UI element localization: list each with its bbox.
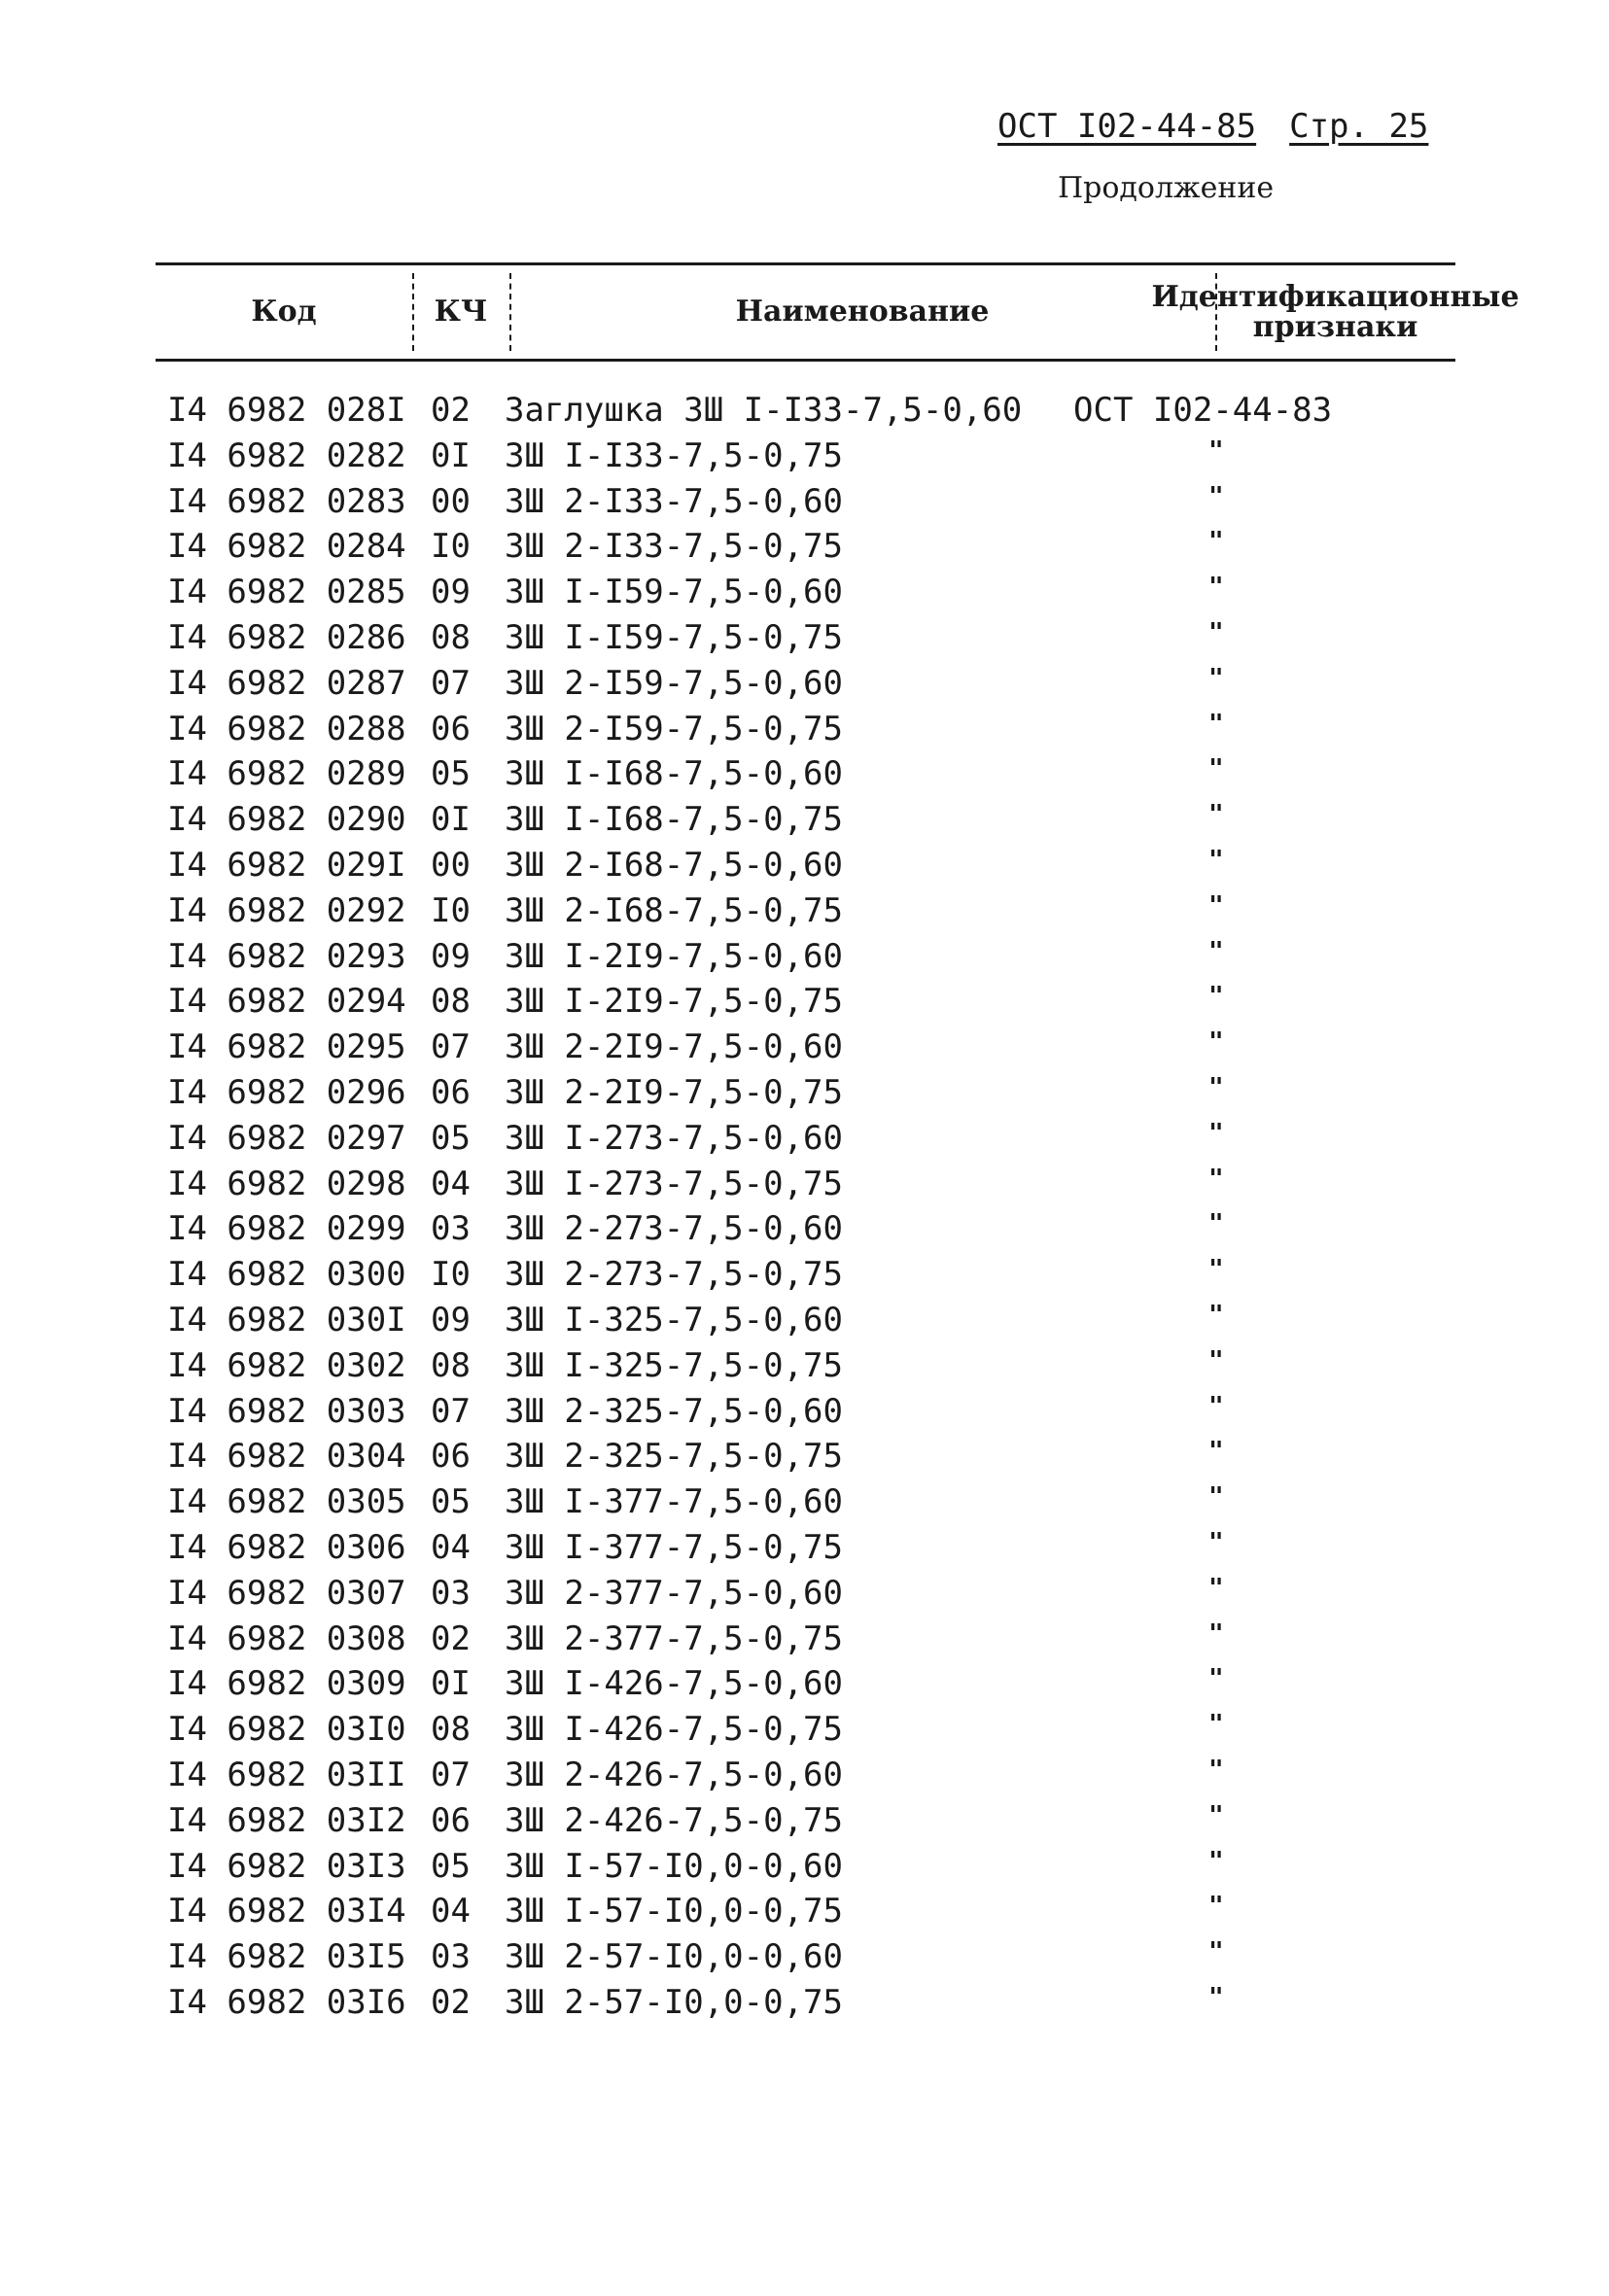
cell-ident: " [1208, 936, 1224, 966]
cell-kch: 05 [431, 1482, 471, 1522]
cell-code: I4 6982 03I2 [167, 1800, 406, 1840]
cell-code: I4 6982 0287 [167, 663, 406, 703]
table-row [0, 1574, 1609, 1619]
cell-ident: " [1208, 754, 1224, 784]
cell-code: I4 6982 0295 [167, 1027, 406, 1067]
table-row [0, 1482, 1609, 1528]
cell-name: ЗШ 2-325-7,5-0,60 [505, 1391, 843, 1431]
table-row [0, 482, 1609, 528]
table-row [0, 1437, 1609, 1482]
cell-ident: " [1208, 1300, 1224, 1330]
table-row [0, 982, 1609, 1027]
cell-name: ЗШ I-426-7,5-0,75 [505, 1710, 843, 1750]
table-row [0, 436, 1609, 482]
cell-code: I4 6982 03II [167, 1755, 406, 1794]
column-header-ident [1151, 265, 1520, 359]
cell-kch: 04 [431, 1527, 471, 1567]
cell-name: ЗШ I-325-7,5-0,60 [505, 1300, 843, 1339]
cell-ident: ОСТ I02-44-83 [1073, 391, 1333, 430]
cell-name: ЗШ 2-57-I0,0-0,75 [505, 1982, 843, 2022]
cell-name: Заглушка ЗШ I-I33-7,5-0,60 [505, 391, 1023, 430]
cell-kch: 07 [431, 1755, 471, 1794]
table-row [0, 527, 1609, 573]
table-row [0, 1528, 1609, 1574]
continuation-label: Продолжение [1058, 171, 1275, 205]
cell-ident: " [1208, 709, 1224, 739]
cell-ident: " [1208, 800, 1224, 830]
cell-ident: " [1208, 527, 1224, 557]
cell-kch: 03 [431, 1209, 471, 1249]
cell-ident: " [1208, 573, 1224, 603]
table-row [0, 1983, 1609, 2029]
cell-code: I4 6982 0303 [167, 1391, 406, 1431]
cell-name: ЗШ 2-325-7,5-0,75 [505, 1437, 843, 1477]
cell-code: I4 6982 0290 [167, 800, 406, 840]
table-body [0, 391, 1609, 2029]
cell-kch: 00 [431, 481, 471, 521]
cell-ident: " [1208, 1027, 1224, 1058]
column-header-ident-line1: Идентификационные [1151, 279, 1520, 314]
table-row [0, 618, 1609, 664]
document-reference [997, 107, 1428, 146]
cell-name: ЗШ I-57-I0,0-0,75 [505, 1892, 843, 1931]
cell-code: I4 6982 0300 [167, 1255, 406, 1295]
cell-kch: 06 [431, 1437, 471, 1477]
cell-kch: 02 [431, 1982, 471, 2022]
cell-name: ЗШ 2-377-7,5-0,60 [505, 1573, 843, 1613]
cell-code: I4 6982 0298 [167, 1164, 406, 1203]
cell-ident: " [1208, 1664, 1224, 1694]
cell-ident: " [1208, 481, 1224, 511]
cell-kch: 04 [431, 1164, 471, 1203]
cell-code: I4 6982 028I [167, 391, 406, 430]
cell-name: ЗШ I-2I9-7,5-0,75 [505, 982, 843, 1022]
cell-kch: 09 [431, 1300, 471, 1339]
cell-name: ЗШ 2-426-7,5-0,60 [505, 1755, 843, 1794]
cell-code: I4 6982 0289 [167, 754, 406, 794]
cell-kch: 06 [431, 1800, 471, 1840]
cell-name: ЗШ I-426-7,5-0,60 [505, 1664, 843, 1704]
cell-ident: " [1208, 1937, 1224, 1967]
cell-kch: 05 [431, 754, 471, 794]
table-row [0, 1209, 1609, 1255]
cell-name: ЗШ I-I59-7,5-0,75 [505, 617, 843, 657]
cell-kch: 04 [431, 1892, 471, 1931]
cell-code: I4 6982 0306 [167, 1527, 406, 1567]
cell-ident: " [1208, 1118, 1224, 1148]
doc-code: ОСТ I02-44-85 [997, 107, 1257, 146]
cell-code: I4 6982 029I [167, 845, 406, 885]
table-row [0, 1664, 1609, 1710]
cell-code: I4 6982 0285 [167, 573, 406, 612]
cell-name: ЗШ 2-I68-7,5-0,75 [505, 890, 843, 930]
cell-name: ЗШ 2-273-7,5-0,75 [505, 1255, 843, 1295]
cell-code: I4 6982 0284 [167, 527, 406, 567]
table-row [0, 1801, 1609, 1847]
cell-code: I4 6982 0302 [167, 1345, 406, 1385]
table-row [0, 1892, 1609, 1937]
table-header [156, 262, 1520, 362]
cell-name: ЗШ 2-I59-7,5-0,75 [505, 709, 843, 748]
cell-kch: 07 [431, 663, 471, 703]
cell-name: ЗШ 2-I33-7,5-0,60 [505, 481, 843, 521]
cell-ident: " [1208, 1573, 1224, 1603]
cell-ident: " [1208, 982, 1224, 1012]
cell-name: ЗШ I-377-7,5-0,60 [505, 1482, 843, 1522]
cell-kch: 0I [431, 800, 471, 840]
cell-ident: " [1208, 435, 1224, 466]
cell-kch: 08 [431, 617, 471, 657]
table-row [0, 1255, 1609, 1301]
cell-code: I4 6982 0296 [167, 1072, 406, 1112]
cell-name: ЗШ I-57-I0,0-0,60 [505, 1846, 843, 1886]
cell-code: I4 6982 0282 [167, 435, 406, 475]
cell-ident: " [1208, 1482, 1224, 1513]
cell-ident: " [1208, 617, 1224, 647]
cell-kch: I0 [431, 890, 471, 930]
cell-kch: 03 [431, 1573, 471, 1613]
cell-kch: 08 [431, 982, 471, 1022]
cell-kch: 0I [431, 435, 471, 475]
cell-ident: " [1208, 1892, 1224, 1922]
cell-name: ЗШ 2-I33-7,5-0,75 [505, 527, 843, 567]
table-row [0, 754, 1609, 800]
cell-name: ЗШ 2-2I9-7,5-0,60 [505, 1027, 843, 1067]
cell-name: ЗШ I-377-7,5-0,75 [505, 1527, 843, 1567]
cell-name: ЗШ I-2I9-7,5-0,60 [505, 936, 843, 976]
cell-code: I4 6982 0293 [167, 936, 406, 976]
cell-kch: 05 [431, 1118, 471, 1158]
table-row [0, 800, 1609, 846]
cell-code: I4 6982 0308 [167, 1618, 406, 1658]
cell-kch: 05 [431, 1846, 471, 1886]
cell-code: I4 6982 0299 [167, 1209, 406, 1249]
table-row [0, 1847, 1609, 1893]
cell-kch: 02 [431, 1618, 471, 1658]
cell-ident: " [1208, 1164, 1224, 1194]
cell-name: ЗШ I-273-7,5-0,60 [505, 1118, 843, 1158]
cell-ident: " [1208, 1437, 1224, 1467]
cell-name: ЗШ 2-57-I0,0-0,60 [505, 1937, 843, 1977]
cell-code: I4 6982 03I0 [167, 1710, 406, 1750]
column-divider [412, 273, 414, 351]
cell-code: I4 6982 0297 [167, 1118, 406, 1158]
column-header-code: Код [251, 295, 317, 330]
cell-ident: " [1208, 845, 1224, 875]
cell-kch: I0 [431, 527, 471, 567]
cell-ident: " [1208, 1255, 1224, 1285]
cell-code: I4 6982 03I4 [167, 1892, 406, 1931]
cell-code: I4 6982 03I3 [167, 1846, 406, 1886]
cell-kch: 09 [431, 936, 471, 976]
table-row [0, 891, 1609, 937]
cell-code: I4 6982 0304 [167, 1437, 406, 1477]
cell-code: I4 6982 0305 [167, 1482, 406, 1522]
cell-code: I4 6982 03I5 [167, 1937, 406, 1977]
cell-kch: 06 [431, 1072, 471, 1112]
cell-ident: " [1208, 1982, 1224, 2012]
table-row [0, 1619, 1609, 1665]
cell-name: ЗШ 2-426-7,5-0,75 [505, 1800, 843, 1840]
cell-kch: I0 [431, 1255, 471, 1295]
cell-name: ЗШ I-325-7,5-0,75 [505, 1345, 843, 1385]
cell-name: ЗШ I-I59-7,5-0,60 [505, 573, 843, 612]
cell-name: ЗШ 2-377-7,5-0,75 [505, 1618, 843, 1658]
cell-kch: 0I [431, 1664, 471, 1704]
table-row [0, 1073, 1609, 1119]
cell-ident: " [1208, 1072, 1224, 1102]
table-row [0, 1165, 1609, 1210]
cell-code: I4 6982 0307 [167, 1573, 406, 1613]
cell-name: ЗШ I-273-7,5-0,75 [505, 1164, 843, 1203]
table-row [0, 710, 1609, 755]
cell-name: ЗШ 2-273-7,5-0,60 [505, 1209, 843, 1249]
cell-ident: " [1208, 1618, 1224, 1649]
cell-name: ЗШ 2-I59-7,5-0,60 [505, 663, 843, 703]
table-row [0, 1392, 1609, 1438]
cell-kch: 02 [431, 391, 471, 430]
cell-name: ЗШ 2-I68-7,5-0,60 [505, 845, 843, 885]
table-row [0, 846, 1609, 891]
table-row [0, 1756, 1609, 1801]
table-row [0, 1301, 1609, 1346]
cell-ident: " [1208, 663, 1224, 693]
cell-kch: 00 [431, 845, 471, 885]
cell-code: I4 6982 0283 [167, 481, 406, 521]
table-row [0, 1710, 1609, 1756]
cell-code: I4 6982 03I6 [167, 1982, 406, 2022]
cell-kch: 08 [431, 1345, 471, 1385]
cell-kch: 06 [431, 709, 471, 748]
table-row [0, 1119, 1609, 1165]
page-number: Стр. 25 [1289, 107, 1429, 146]
cell-ident: " [1208, 1800, 1224, 1830]
cell-kch: 07 [431, 1027, 471, 1067]
cell-code: I4 6982 0309 [167, 1664, 406, 1704]
cell-name: ЗШ I-I33-7,5-0,75 [505, 435, 843, 475]
cell-ident: " [1208, 1391, 1224, 1421]
cell-ident: " [1208, 890, 1224, 921]
column-header-name: Наименование [735, 295, 990, 330]
column-divider [1215, 273, 1217, 351]
table-row [0, 1027, 1609, 1073]
cell-code: I4 6982 0294 [167, 982, 406, 1022]
table-row [0, 937, 1609, 983]
column-header-kch: КЧ [434, 295, 488, 330]
cell-ident: " [1208, 1710, 1224, 1740]
table-row [0, 1937, 1609, 1983]
cell-kch: 08 [431, 1710, 471, 1750]
cell-code: I4 6982 030I [167, 1300, 406, 1339]
table-row [0, 1346, 1609, 1392]
table-row [0, 573, 1609, 618]
cell-ident: " [1208, 1345, 1224, 1375]
cell-code: I4 6982 0288 [167, 709, 406, 748]
cell-kch: 09 [431, 573, 471, 612]
cell-kch: 03 [431, 1937, 471, 1977]
column-header-ident-line2: признаки [1252, 310, 1418, 344]
cell-name: ЗШ I-I68-7,5-0,75 [505, 800, 843, 840]
table-row [0, 664, 1609, 710]
cell-code: I4 6982 0292 [167, 890, 406, 930]
cell-code: I4 6982 0286 [167, 617, 406, 657]
cell-ident: " [1208, 1527, 1224, 1557]
cell-kch: 07 [431, 1391, 471, 1431]
table-row [0, 391, 1609, 436]
cell-ident: " [1208, 1209, 1224, 1239]
cell-ident: " [1208, 1755, 1224, 1785]
cell-name: ЗШ 2-2I9-7,5-0,75 [505, 1072, 843, 1112]
cell-ident: " [1208, 1846, 1224, 1876]
column-divider [509, 273, 511, 351]
cell-name: ЗШ I-I68-7,5-0,60 [505, 754, 843, 794]
